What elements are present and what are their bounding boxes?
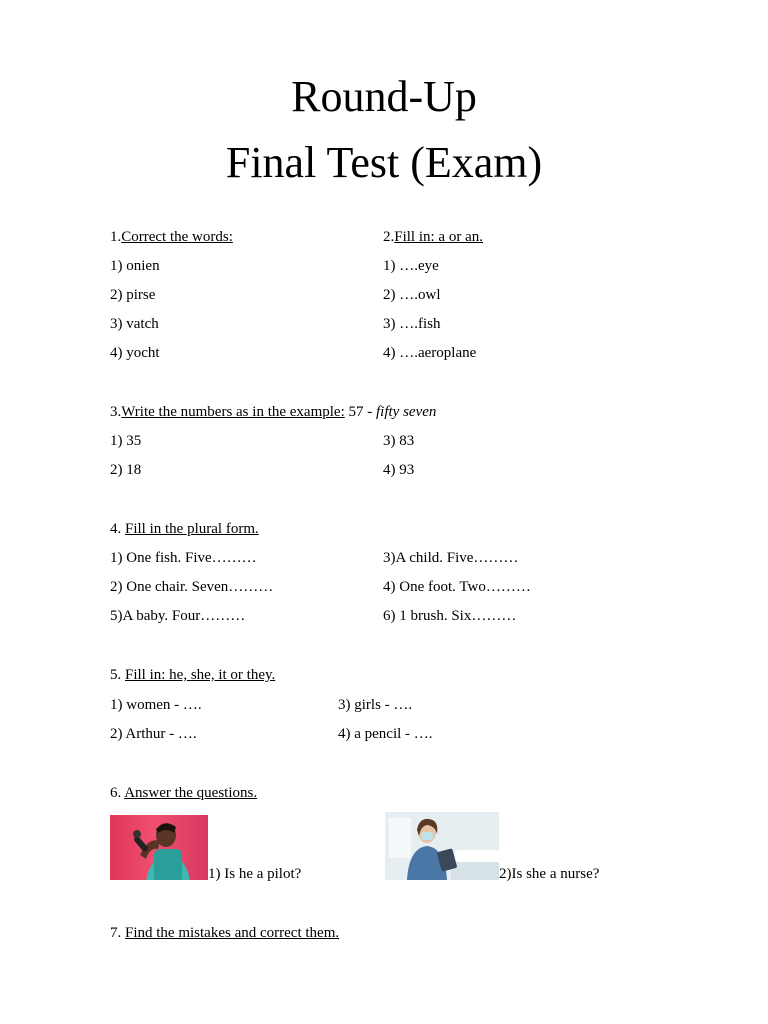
section-number: 7. [110, 925, 125, 941]
section-number: 2. [383, 229, 395, 245]
list-item: 5)A baby. Four……… [110, 608, 246, 624]
list-item: 2) Arthur - …. [110, 726, 197, 742]
list-item: 4) One foot. Two……… [383, 579, 531, 595]
list-item: 1) women - …. [110, 697, 202, 713]
page-subtitle: Final Test (Exam) [225, 138, 543, 187]
example-words: fifty seven [376, 404, 437, 420]
list-item: 4) 93 [383, 462, 415, 478]
singer-photo [110, 815, 208, 880]
list-item: 2) ….owl [383, 287, 441, 303]
nurse-illustration [385, 812, 499, 880]
list-item: 3)A child. Five……… [383, 550, 519, 566]
section-number: 3. [110, 404, 122, 420]
section-5-heading [110, 666, 275, 684]
question-1: 1) Is he a pilot? [208, 866, 302, 882]
list-item: 3) girls - …. [338, 697, 413, 713]
section-2-heading [383, 228, 483, 246]
section-title: Correct the words: [121, 229, 233, 245]
section-7-heading [110, 924, 339, 942]
section-title: Fill in: he, she, it or they. [125, 667, 276, 683]
list-item: 4) yocht [110, 345, 160, 361]
list-item: 6) 1 brush. Six……… [383, 608, 517, 624]
list-item: 3) vatch [110, 316, 159, 332]
section-title: Answer the questions. [124, 785, 258, 801]
list-item: 4) a pencil - …. [338, 726, 433, 742]
section-number: 1. [110, 229, 122, 245]
section-3-heading [110, 403, 436, 421]
list-item: 2) One chair. Seven……… [110, 579, 274, 595]
list-item: 1) onien [110, 258, 160, 274]
list-item: 3) ….fish [383, 316, 441, 332]
list-item: 4) ….aeroplane [383, 345, 477, 361]
page-title: Round-Up [291, 72, 477, 121]
section-title: Fill in the plural form. [125, 521, 259, 537]
list-item: 2) 18 [110, 462, 142, 478]
section-number: 6. [110, 785, 125, 801]
section-4-heading [110, 520, 259, 538]
section-1-heading [110, 228, 233, 246]
section-6-heading [110, 784, 257, 802]
list-item: 2) pirse [110, 287, 156, 303]
list-item: 3) 83 [383, 433, 415, 449]
list-item: 1) ….eye [383, 258, 439, 274]
list-item: 1) 35 [110, 433, 142, 449]
section-number: 4. [110, 521, 125, 537]
example-number: 57 - [344, 404, 376, 420]
section-title: Fill in: a or an. [394, 229, 483, 245]
list-item: 1) One fish. Five……… [110, 550, 257, 566]
section-title: Write the numbers as in the example: [121, 404, 345, 420]
section-title: Find the mistakes and correct them. [125, 925, 340, 941]
section-number: 5. [110, 667, 125, 683]
singer-illustration [110, 815, 208, 880]
nurse-photo [385, 812, 499, 880]
question-2: 2)Is she a nurse? [499, 866, 600, 882]
